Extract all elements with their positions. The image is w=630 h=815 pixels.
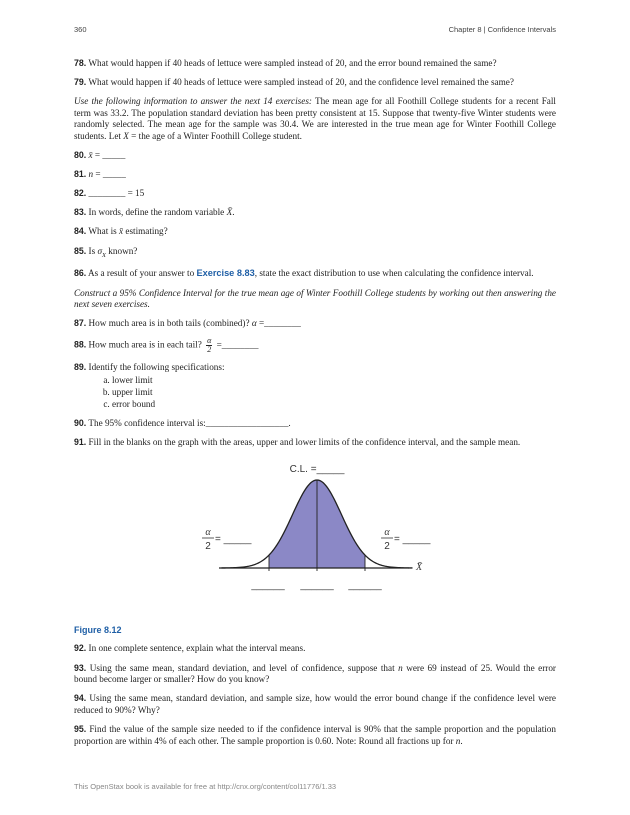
normal-curve-figure xyxy=(74,456,556,621)
math-symbol: x̄ xyxy=(88,150,93,161)
exercise-number: 82. xyxy=(74,188,87,199)
exercise-text: As a result of your answer to xyxy=(88,268,197,279)
exercise-number: 84. xyxy=(74,226,87,237)
exercise-number: 88. xyxy=(74,339,87,350)
exercise-82 xyxy=(74,188,556,200)
exercise-text: How much area is in both tails (combined)? xyxy=(88,318,252,329)
exercise-number: 85. xyxy=(74,245,87,256)
instructions-lead: Use the following information to answer the next 14 exercises: xyxy=(74,96,312,107)
math-subscript: X xyxy=(102,251,106,259)
exercise-text-end: . xyxy=(232,207,235,218)
exercise-87 xyxy=(74,318,556,330)
exercise-number: 95. xyxy=(74,723,87,734)
exercise-text-end: known? xyxy=(105,245,138,256)
figure-caption: Figure 8.12 xyxy=(74,624,122,635)
exercise-number: 90. xyxy=(74,417,87,428)
upper-limit-blank: ______ xyxy=(348,579,382,591)
exercise-number: 81. xyxy=(74,169,87,180)
exercise-text: = _____ xyxy=(93,169,126,180)
exercise-83 xyxy=(74,207,556,219)
fraction-numerator: α xyxy=(207,336,212,346)
math-symbol: n xyxy=(88,169,94,180)
math-symbol: X̄ xyxy=(226,207,233,218)
exercise-81 xyxy=(74,169,556,181)
exercise-text-end: =________ xyxy=(256,318,301,329)
exercise-88 xyxy=(74,337,556,354)
exercise-93 xyxy=(74,663,556,686)
exercise-94 xyxy=(74,693,556,716)
exercise-text: Fill in the blanks on the graph with the areas, upper and lower limits of the confidence interval, and the sample mean. xyxy=(88,436,521,447)
exercise-text-end: , state the exact distribution to use when calculating the confidence interval. xyxy=(254,268,534,279)
right-tail-denominator: 2 xyxy=(384,540,390,552)
exercise-number: 79. xyxy=(74,77,87,88)
exercise-90 xyxy=(74,418,556,430)
math-symbol: x̄ xyxy=(119,226,124,237)
chapter-header: Chapter 8 | Confidence Intervals xyxy=(448,25,556,34)
page-body xyxy=(74,58,556,755)
exercise-number: 78. xyxy=(74,58,87,68)
math-symbol: α xyxy=(251,318,257,329)
exercise-text: Using the same mean, standard deviation, and sample size, how would the error bound change if the confidence level were reduced to 90%? Why? xyxy=(74,693,556,715)
exercise-91 xyxy=(74,437,556,449)
page-number: 360 xyxy=(74,25,87,34)
exercise-89 xyxy=(74,362,556,374)
exercise-95 xyxy=(74,724,556,747)
normal-curve-svg xyxy=(74,456,556,621)
exercise-text: Using the same mean, standard deviation, and level of confidence, suppose that xyxy=(89,662,399,673)
exercise-text: In words, define the random variable xyxy=(88,207,227,218)
page-footer: This OpenStax book is available for free at http://cnx.org/content/col11776/1.33 xyxy=(74,782,337,791)
exercise-number: 89. xyxy=(74,361,87,372)
exercise-number: 92. xyxy=(74,643,87,654)
instructions-text: The mean age for all Foothill College students for a recent Fall term was 33.2. The population standard deviation has been pretty consistent at 15. Suppose that twenty-five Winter students were randomly selected. The mean age for the sample was 30.4. We are interested in the true mean age for Winter Foothill College students. Let xyxy=(74,96,556,141)
exercise-text-end: . xyxy=(460,735,463,746)
exercise-85 xyxy=(74,246,556,261)
exercise-84 xyxy=(74,226,556,238)
exercise-text: How much area is in each tail? xyxy=(88,339,205,350)
exercise-text: What would happen if 40 heads of lettuce were sampled instead of 20, and the confidence level remained the same? xyxy=(88,77,514,88)
fraction-denominator: 2 xyxy=(207,345,212,355)
exercise-79 xyxy=(74,77,556,89)
right-tail-alpha: α xyxy=(384,526,390,538)
exercise-text: What is xyxy=(88,226,119,237)
exercise-text-end: =________ xyxy=(214,339,259,350)
exercise-text: What would happen if 40 heads of lettuce were sampled instead of 20, and the error bound remained the same? xyxy=(88,58,497,68)
left-tail-denominator: 2 xyxy=(205,540,211,552)
fraction xyxy=(206,337,212,354)
list-item: a. lower limit xyxy=(112,375,556,387)
exercise-text: Identify the following specifications: xyxy=(88,361,225,372)
instructions-text-end: = the age of a Winter Foothill College student. xyxy=(128,130,302,141)
exercise-number: 80. xyxy=(74,150,87,161)
exercise-number: 83. xyxy=(74,207,87,218)
left-tail-blank: = _____ xyxy=(215,533,252,545)
right-tail-blank: = _____ xyxy=(394,533,431,545)
exercise-78 xyxy=(74,58,556,70)
math-symbol: σ xyxy=(97,245,102,256)
exercise-text-end: were 69 instead of 25. Would the error bound become larger or smaller? How do you know? xyxy=(74,662,556,685)
x-axis-label: X̄ xyxy=(416,561,423,573)
list-item: b. upper limit xyxy=(112,387,556,399)
instructions-paragraph-2: Construct a 95% Confidence Interval for the true mean age of Winter Foothill College students by working out then answering the next seven exercises. xyxy=(74,287,556,310)
left-tail-alpha: α xyxy=(205,526,211,538)
lower-limit-blank: ______ xyxy=(251,579,285,591)
exercise-text: The 95% confidence interval is:__________________. xyxy=(88,417,291,428)
exercise-text: Find the value of the sample size needed to if the confidence interval is 90% that the sample proportion and the population proportion are within 4% of each other. The sample proportion is 0.60. Note: Round all fractions up for xyxy=(74,723,556,746)
exercise-number: 86. xyxy=(74,268,87,279)
math-symbol: n xyxy=(398,662,403,673)
exercise-number: 93. xyxy=(74,662,87,673)
exercise-86 xyxy=(74,268,556,280)
exercise-text: ________ = 15 xyxy=(88,188,145,199)
exercise-text: = _____ xyxy=(92,150,126,161)
exercise-number: 91. xyxy=(74,436,87,447)
math-symbol: n xyxy=(455,735,461,746)
exercise-number: 87. xyxy=(74,318,87,329)
list-item: c. error bound xyxy=(112,399,556,411)
confidence-level-label: C.L. =_____ xyxy=(289,463,345,475)
exercise-text: In one complete sentence, explain what the interval means. xyxy=(88,643,306,654)
exercise-number: 94. xyxy=(74,693,87,704)
exercise-80 xyxy=(74,150,556,162)
sample-mean-blank: ______ xyxy=(300,579,334,591)
instructions-paragraph xyxy=(74,96,556,142)
specification-list xyxy=(74,375,556,410)
exercise-text-end: estimating? xyxy=(123,226,168,237)
exercise-92 xyxy=(74,643,556,655)
exercise-link[interactable]: Exercise 8.83 xyxy=(196,268,255,279)
variable-symbol: X xyxy=(123,130,129,141)
exercise-text: Is xyxy=(88,245,98,256)
